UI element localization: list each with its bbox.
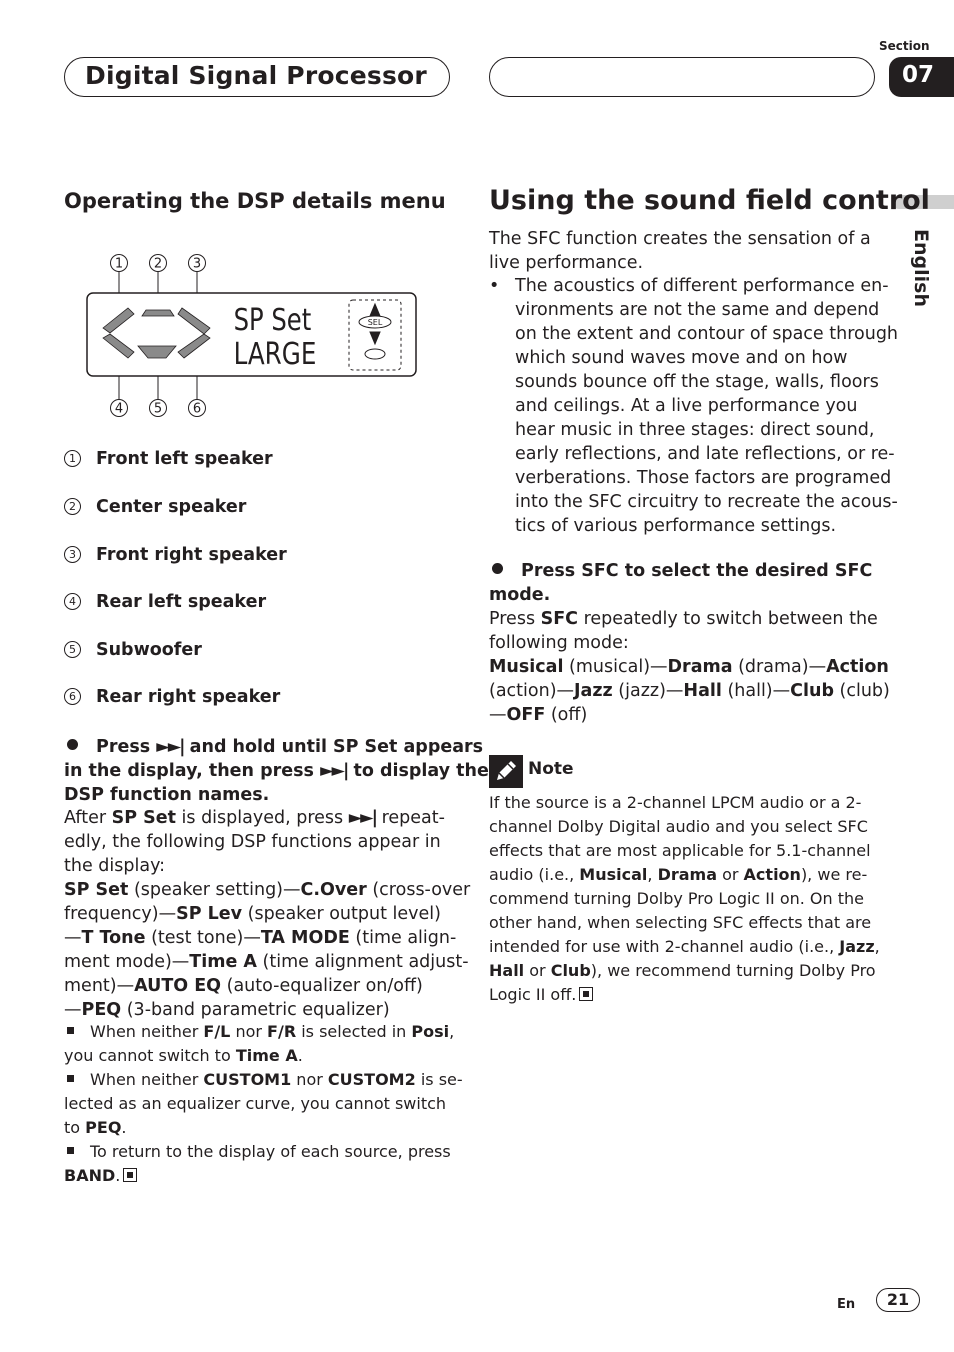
lcd-line-1: SP Set [233,302,312,338]
callout-5: 5 [153,401,163,417]
speaker-label-2: Center speaker [96,497,247,517]
right-instruction: Press SFC to select the desired SFC mode. [489,561,873,605]
callout-3: 3 [192,256,202,272]
right-heading: Using the sound field control [489,185,930,216]
speaker-num-4: 4 [64,593,81,610]
page-title: Digital Signal Processor [85,61,427,90]
skip-forward-icon: ►►| [156,737,184,757]
speaker-label-3: Front right speaker [96,545,287,565]
skip-forward-icon: ►►| [320,761,348,781]
bullet-dot-icon [492,563,503,574]
header-blank-frame [489,57,875,97]
note-pencil-icon [489,755,523,788]
callout-4: 4 [114,401,124,417]
end-mark-icon [579,987,593,1001]
sel-label: SEL [367,318,383,327]
callout-6: 6 [192,401,202,417]
square-bullet-icon [67,1075,74,1082]
speaker-num-1: 1 [64,450,81,467]
speaker-item-3 [64,545,287,565]
speaker-label-6: Rear right speaker [96,687,281,707]
speaker-num-3: 3 [64,546,81,563]
note-title: Note [528,759,574,779]
callout-1: 1 [114,256,124,272]
speaker-num-2: 2 [64,498,81,515]
square-bullet-icon [67,1027,74,1034]
center-speaker-icon [142,310,174,316]
section-label: Section [879,39,930,53]
speaker-item-5 [64,640,202,660]
speaker-label-5: Subwoofer [96,640,202,660]
speaker-num-5: 5 [64,641,81,658]
footer-lang: En [837,1297,856,1312]
page-number: 21 [876,1288,920,1312]
bullet-dot-icon [67,739,78,750]
end-mark-icon [123,1168,137,1182]
skip-forward-icon: ►►| [348,808,377,828]
speaker-item-4 [64,592,266,612]
right-bullet-paragraph: • The acoustics of different performance en- vironments are not the same and depend on the extent and contour of space through which sound waves move and on how sounds bounce off the stage, walls, floors and ceilings. At a live performance you hear music in three stages: direct sound, early reflections, and late reflections, or re- verberations. Those factors are programed into the SFC circuitry to recreate the acous- tics of various performance settings. [489,276,899,536]
speaker-label-4: Rear left speaker [96,592,267,612]
left-heading: Operating the DSP details menu [64,189,446,213]
left-instruction: Press ►►| and hold until SP Set appears in the display, then press ►►| to display the DSP function names. [64,737,489,805]
callout-2: 2 [153,256,163,272]
section-number: 07 [902,62,935,88]
header-title-frame [64,57,450,97]
right-body-text: Press SFC repeatedly to switch between the following mode: Musical (musical)—Drama (drama)—Action (action)—Jazz (jazz)—Hall (hall)—Club (club) —OFF (off) [489,609,890,725]
dsp-display-svg [86,250,418,422]
speaker-item-1 [64,449,273,469]
section-number-badge [889,57,954,97]
left-notes: When neither F/L nor F/R is selected in Posi, you cannot switch to Time A. When neither CUSTOM1 nor CUSTOM2 is se- lected as an equalizer curve, you cannot switch to PEQ. To return to the display of each source, press BAND. [64,1022,463,1185]
dsp-display-illustration [86,250,418,422]
square-bullet-icon [67,1147,74,1154]
speaker-num-6: 6 [64,688,81,705]
speaker-item-2 [64,497,246,517]
speaker-item-6 [64,687,280,707]
lcd-line-2: LARGE [233,337,317,372]
bullet-mark: • [489,276,500,296]
right-intro: The SFC function creates the sensation of a live performance. [489,229,871,273]
speaker-label-1: Front left speaker [96,449,273,469]
left-body-text: After SP Set is displayed, press ►►| repeat- edly, the following DSP functions appear in the display: SP Set (speaker setting)—C.Over (cross-over frequency)—SP Lev (speaker output level) —T Tone (test tone)—TA MODE (time align- ment mode)—Time A (time alignment adjust- ment)—AUTO EQ (auto-equalizer on/off) —PEQ (3-band parametric equalizer) [64,808,471,1020]
note-text: If the source is a 2-channel LPCM audio or a 2- channel Dolby Digital audio and you select SFC effects that are most applicable for 5.1-channel audio (i.e., Musical, Drama or Action), we re- commend turning Dolby Pro Logic II on. On the other hand, when selecting SFC effects that are intended for use with 2-channel audio (i.e., Jazz, Hall or Club), we recommend turning Dolby Pro Logic II off. [489,793,880,1004]
side-tab-language: English [910,229,932,307]
